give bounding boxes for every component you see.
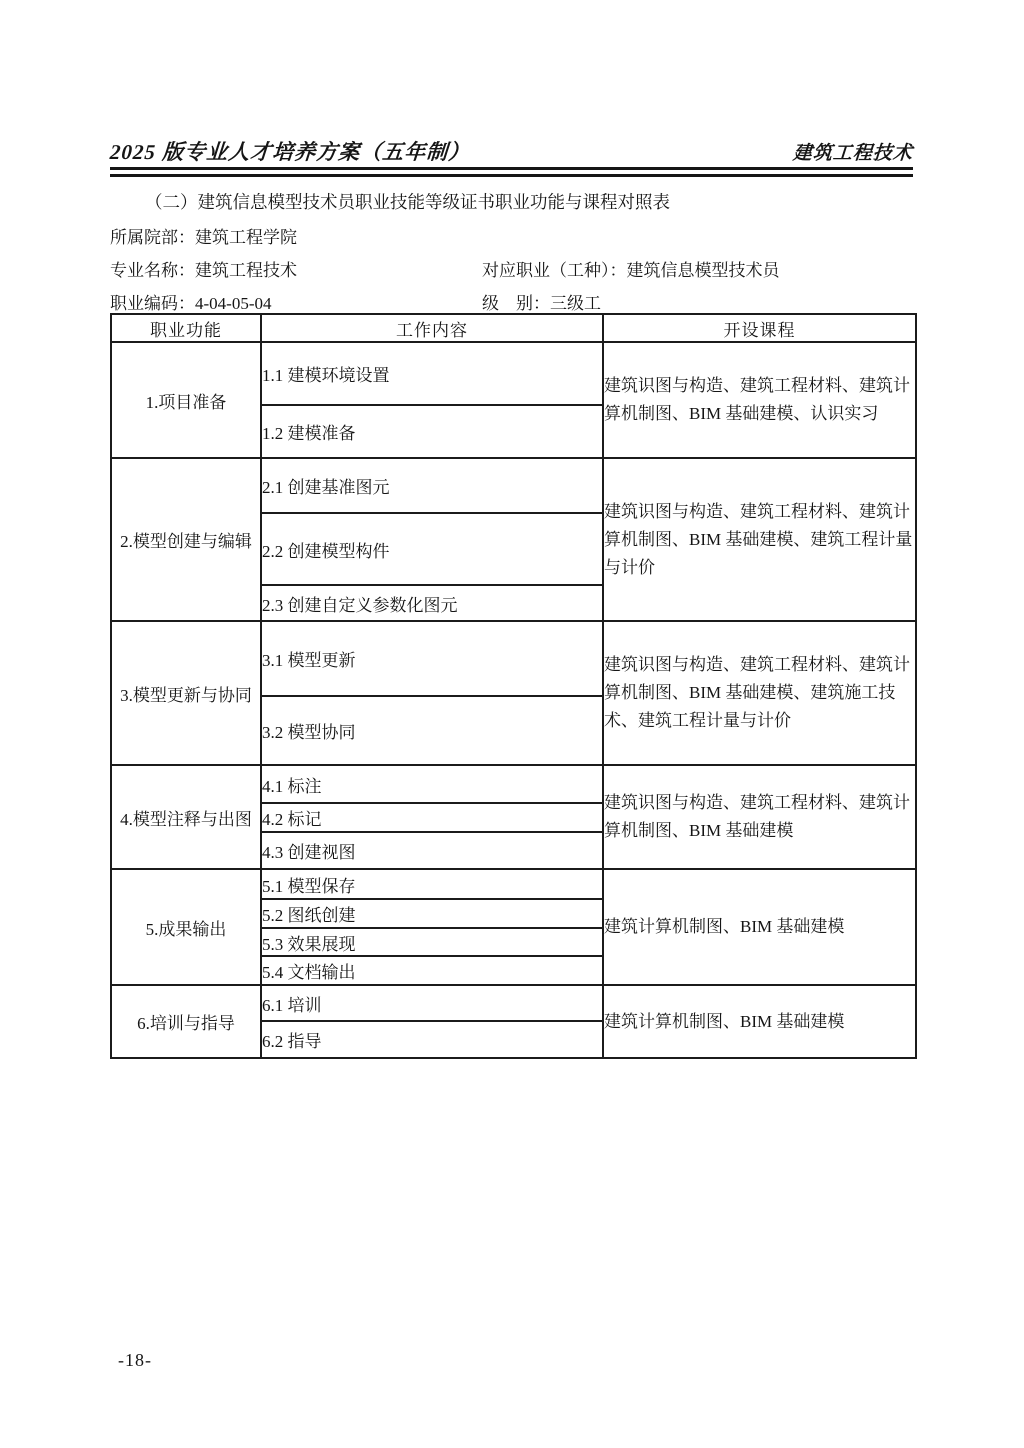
task-cell: 1.2 建模准备 [261, 405, 603, 458]
task-cell: 2.1 创建基准图元 [261, 458, 603, 513]
function-cell: 5.成果输出 [111, 869, 261, 985]
running-head [110, 136, 913, 166]
task-cell: 6.1 培训 [261, 985, 603, 1021]
table-row [111, 869, 916, 899]
table-row [111, 458, 916, 513]
code-line [110, 289, 913, 314]
function-course-mapping-table [110, 313, 917, 1059]
table-row [111, 765, 916, 803]
courses-cell: 建筑计算机制图、BIM 基础建模 [603, 985, 916, 1058]
occupation-code: 职业编码：4-04-05-04 [110, 294, 272, 313]
task-cell: 4.2 标记 [261, 803, 603, 832]
table-row [111, 985, 916, 1021]
header-double-rule [110, 167, 913, 177]
courses-cell: 建筑识图与构造、建筑工程材料、建筑计算机制图、BIM 基础建模、认识实习 [603, 342, 916, 458]
function-cell: 3.模型更新与协同 [111, 621, 261, 765]
task-cell: 3.1 模型更新 [261, 621, 603, 696]
major-name: 专业名称：建筑工程技术 [110, 261, 297, 280]
task-cell: 5.2 图纸创建 [261, 899, 603, 928]
task-cell: 2.3 创建自定义参数化图元 [261, 585, 603, 621]
running-head-right: 建筑工程技术 [792, 143, 914, 164]
task-cell: 5.4 文档输出 [261, 956, 603, 985]
task-cell: 3.2 模型协同 [261, 696, 603, 765]
task-cell: 6.2 指导 [261, 1021, 603, 1058]
task-cell: 1.1 建模环境设置 [261, 342, 603, 405]
page-number: -18- [118, 1350, 152, 1370]
section-title: （二）建筑信息模型技术员职业技能等级证书职业功能与课程对照表 [145, 192, 670, 212]
header-task: 工作内容 [261, 314, 603, 342]
table-row [111, 621, 916, 696]
task-cell: 4.3 创建视图 [261, 832, 603, 869]
table-row [111, 342, 916, 405]
occupation-level: 级 别：三级工 [482, 294, 601, 313]
major-line [110, 256, 913, 281]
header-function: 职业功能 [111, 314, 261, 342]
function-cell: 2.模型创建与编辑 [111, 458, 261, 621]
function-cell: 4.模型注释与出图 [111, 765, 261, 869]
header-courses: 开设课程 [603, 314, 916, 342]
courses-cell: 建筑识图与构造、建筑工程材料、建筑计算机制图、BIM 基础建模、建筑工程计量与计价 [603, 458, 916, 621]
courses-cell: 建筑识图与构造、建筑工程材料、建筑计算机制图、BIM 基础建模 [603, 765, 916, 869]
function-cell: 1.项目准备 [111, 342, 261, 458]
courses-cell: 建筑计算机制图、BIM 基础建模 [603, 869, 916, 985]
department-line: 所属院部：建筑工程学院 [110, 228, 297, 247]
task-cell: 4.1 标注 [261, 765, 603, 803]
function-cell: 6.培训与指导 [111, 985, 261, 1058]
running-head-left: 2025 版专业人才培养方案（五年制） [109, 140, 472, 164]
courses-cell: 建筑识图与构造、建筑工程材料、建筑计算机制图、BIM 基础建模、建筑施工技术、建筑工程计量与计价 [603, 621, 916, 765]
task-cell: 2.2 创建模型构件 [261, 513, 603, 585]
task-cell: 5.1 模型保存 [261, 869, 603, 899]
table-header-row [111, 314, 916, 342]
task-cell: 5.3 效果展现 [261, 928, 603, 956]
occupation-name: 对应职业（工种）：建筑信息模型技术员 [482, 261, 780, 280]
